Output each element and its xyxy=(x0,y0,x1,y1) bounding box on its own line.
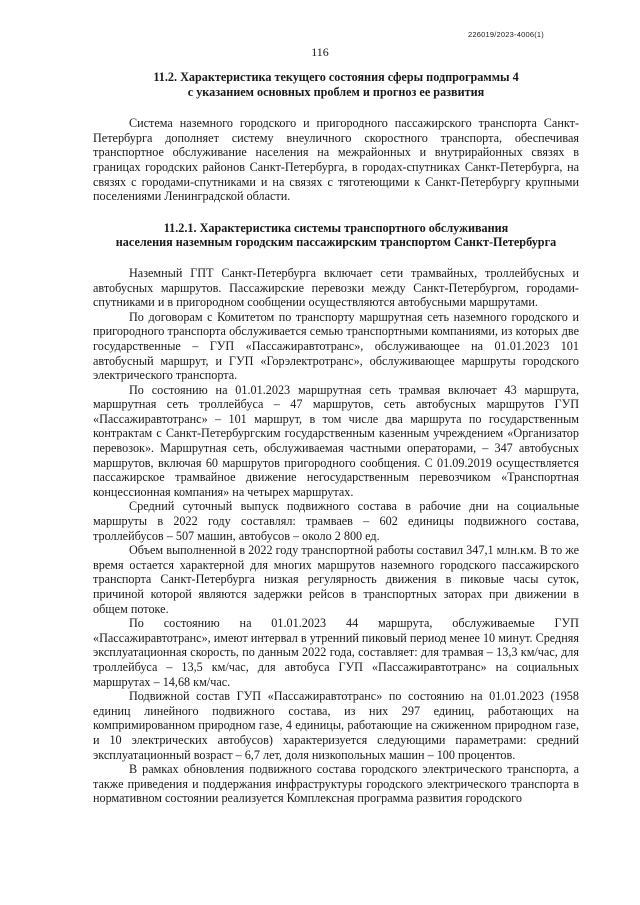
subsection-title xyxy=(93,221,579,250)
section-title xyxy=(93,70,579,99)
paragraph-daily-fleet: Средний суточный выпуск подвижного состава в рабочие дни на социальные маршруты в 2022 году составлял: трамваев – 602 единицы подвижного состава, троллейбусов – 507 машин, автобусов – около 2 800 ед. xyxy=(93,499,579,543)
page-number: 116 xyxy=(311,45,329,59)
document-body xyxy=(93,70,579,806)
subsection-title-line-2: населения наземным городским пассажирским транспортом Санкт-Петербурга xyxy=(115,235,557,250)
paragraph-route-network: По состоянию на 01.01.2023 маршрутная сеть трамвая включает 43 маршрута, маршрутная сеть троллейбуса – 47 маршрутов, сеть автобусных маршрутов ГУП «Пассажиравтотранс» – 101 маршрут, в том числе два маршрута по государственным контрактам с Санкт-Петербургским государственным казенным учреждением «Организатор перевозок». Маршрутная сеть, обслуживаемая частными операторами, – 347 автобусных маршрутов, включая 60 маршрутов пригородного сообщения. С 01.09.2019 осуществляется пассажирское трамвайное движение негосударственным перевозчиком «Транспортная концессионная компания» на четырех маршрутах. xyxy=(93,382,579,499)
paragraph-rolling-stock: Подвижной состав ГУП «Пассажиравтотранс» по состоянию на 01.01.2023 (1958 единиц линейного подвижного состава, из них 297 единиц, работающих на компримированном природном газе, 4 единицы, работающие на сжиженном природном газе, и 10 электрических автобусов) характеризуется следующими параметрами: средний эксплуатационный возраст – 6,7 лет, доля низкопольных машин – 100 процентов. xyxy=(93,689,579,762)
paragraph-transport-work: Объем выполненной в 2022 году транспортной работы составил 347,1 млн.км. В то же время остается характерной для многих маршрутов наземного городского пассажирского транспорта Санкт-Петербурга низкая регулярность движения в пиковые часы суток, причиной которой являются задержки рейсов в транспортных заторах при движении в общем потоке. xyxy=(93,543,579,616)
document-number: 226019/2023-4006(1) xyxy=(468,30,544,39)
subsection-title-line-1: 11.2.1. Характеристика системы транспортного обслуживания xyxy=(163,220,509,235)
paragraph-intervals-speed: По состоянию на 01.01.2023 44 маршрута, обслуживаемые ГУП «Пассажиравтотранс», имеют интервал в утренний пиковый период менее 10 минут. Средняя эксплуатационная скорость, по данным 2022 года, составляет: для трамвая – 13,3 км/час, для троллейбуса – 13,5 км/час, для автобуса ГУП «Пассажиравтотранс» на социальных маршрутах – 14,68 км/час. xyxy=(93,616,579,689)
intro-paragraph: Система наземного городского и пригородного пассажирского транспорта Санкт-Петербурга дополняет систему внеуличного скоростного транспорта, обеспечивая транспортное обслуживание населения на межрайонных и внутрирайонных связях в границах городских районов Санкт-Петербурга, в городах-спутниках Санкт-Петербурга, на связях с городами-спутниками и на связях с тяготеющими к Санкт-Петербургу крупными поселениями Ленинградской области. xyxy=(93,116,579,204)
paragraph-fleet-renewal: В рамках обновления подвижного состава городского электрического транспорта, а также приведения и поддержания инфраструктуры городского электрического транспорта в нормативном состоянии реализуется Комплексная программа развития городского xyxy=(93,762,579,806)
paragraph-transport-companies: По договорам с Комитетом по транспорту маршрутная сеть наземного городского и пригородного транспорта обслуживается семью транспортными компаниями, из которых две государственные – ГУП «Пассажиравтотранс», обслуживающее на 01.01.2023 101 автобусный маршрут, и ГУП «Горэлектротранс», обслуживающее маршруты городского электрического транспорта. xyxy=(93,309,579,383)
section-title-line-2: с указанием основных проблем и прогноз ее развития xyxy=(187,84,485,99)
section-title-line-1: 11.2. Характеристика текущего состояния сферы подпрограммы 4 xyxy=(153,70,519,84)
paragraph-ground-transport-networks: Наземный ГПТ Санкт-Петербурга включает сети трамвайных, троллейбусных и автобусных маршрутов. Пассажирские перевозки между Санкт-Петербургом, городами-спутниками и в пригородном сообщении осуществляются автобусными маршрутами. xyxy=(93,265,579,310)
